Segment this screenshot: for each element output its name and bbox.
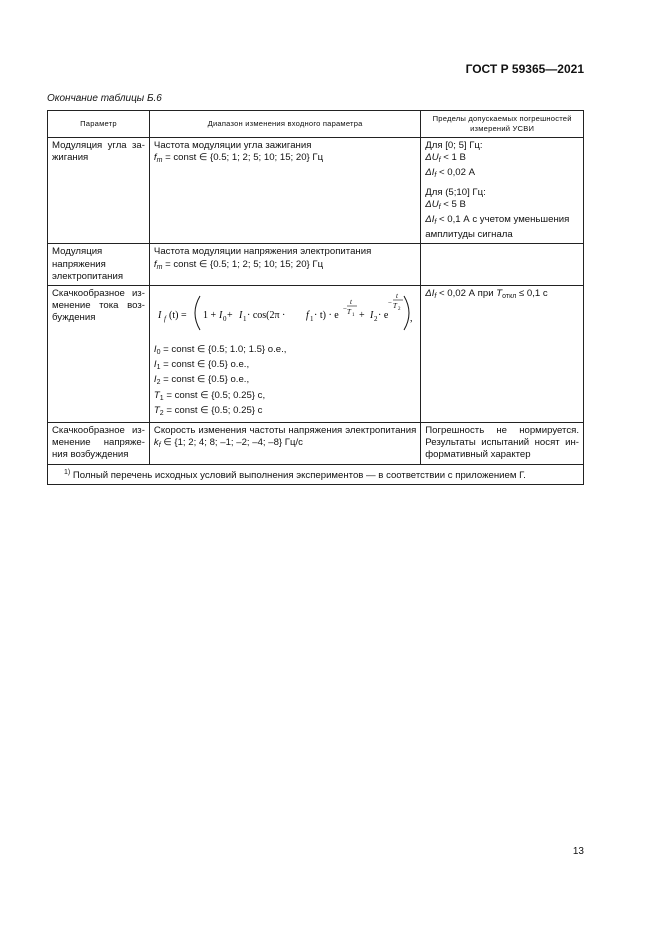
column-header-limits: Пределы допускаемых погрешностей измерений УСВИ [421,111,584,138]
svg-text:t: t [349,298,352,307]
svg-text:+: + [358,310,365,322]
limits-cell [421,244,584,286]
svg-text:−: − [387,299,392,308]
formula-one: 1 + [202,310,217,322]
svg-text:T: T [346,308,351,317]
table-row [48,138,584,244]
formula-right-paren [404,296,409,330]
table-row [48,286,584,423]
limits-cell: Для [0; 5] Гц: $\Delta U_f < 1$ В $\Delta I_f < 0,02$ А Для (5;10] Гц: $\Delta U_f < 5$ В $\Delta I_f < 0,1$ А с учетом уменьшения амплитуды сигнала [421,138,584,244]
param-cell: Модуляция угла зажигания [48,138,150,244]
svg-text:−: − [342,305,347,314]
document-code: ГОСТ Р 59365—2021 [465,62,584,76]
table-row [48,423,584,465]
limits-cell: Погрешность не нормируется. Результаты испытаний носят информативный характер [421,423,584,465]
column-header-parameter: Параметр [48,111,150,138]
svg-text:1: 1 [309,315,314,324]
svg-text:I: I [238,310,243,322]
table-header-row [48,111,584,138]
svg-text:I: I [369,310,374,322]
svg-text:I: I [218,310,223,322]
param-cell: Скачкообразное изменение тока возбуждения [48,286,150,423]
svg-text:f: f [305,310,309,322]
parameters-table [47,110,584,485]
svg-text:· e: · e [377,310,389,322]
limits-cell: $\Delta I_f < 0,02$ А при $T_{откл} \le 0,1$ с [421,286,584,423]
svg-text:I [157,310,162,321]
svg-text:2: 2 [397,307,401,313]
const-line: $I_1$ = const ∈ {0.5} о.е., [153,359,250,372]
const-line: $I_0$ = const ∈ {0.5; 1.0; 1.5} о.е., [153,344,287,357]
range-cell: Частота модуляции угла зажигания $f_m$ = const ∈ {0.5; 1; 2; 5; 10; 15; 20} Гц [149,138,420,244]
footnote-row [48,464,584,484]
svg-text:2: 2 [373,315,378,324]
column-header-range: Диапазон изменения входного параметра [149,111,420,138]
table-caption: Окончание таблицы Б.6 [47,93,162,104]
formula-lhs-arg: (t) = [168,310,187,322]
svg-text:1: 1 [351,313,355,319]
page-number: 13 [572,846,584,857]
svg-text:t: t [395,292,398,301]
footnote: $^{1)}$ Полный перечень исходных условий выполнения экспериментов — в соответствии с приложением Г. [48,464,584,484]
formula-left-paren [195,296,200,330]
formula-lhs: I [157,310,162,322]
range-cell: Частота модуляции напряжения электропитания $f_m$ = const ∈ {0.5; 1; 2; 5; 10; 15; 20} Гц [149,244,420,286]
const-line: $T_1$ = const ∈ {0.5; 0.25} с, [153,389,266,402]
param-cell: Скачкообразное изменение напряжения возбуждения [48,423,150,465]
const-line: $I_2$ = const ∈ {0.5} о.е., [153,374,250,387]
svg-text:0: 0 [222,315,227,324]
svg-text:,: , [409,313,413,325]
svg-text:+: + [226,310,233,322]
svg-text:T: T [392,302,397,311]
svg-text:· cos(2π ·: · cos(2π · [246,310,286,322]
svg-text:· t) · e: · t) · e [313,310,339,322]
range-cell [149,286,420,423]
range-cell: Скорость изменения частоты напряжения электропитания $k_f$ ∈ {1; 2; 4; 8; –1; –2; –4; –8} Гц/с [149,423,420,465]
formula-lhs-sub: f [163,315,166,324]
svg-text:1: 1 [242,315,247,324]
param-cell: Модуляция напряжения электропитания [48,244,150,286]
excitation-current-formula [154,290,416,336]
const-line: $T_2$ = const ∈ {0.5; 0.25} с [153,404,263,417]
table-row [48,244,584,286]
